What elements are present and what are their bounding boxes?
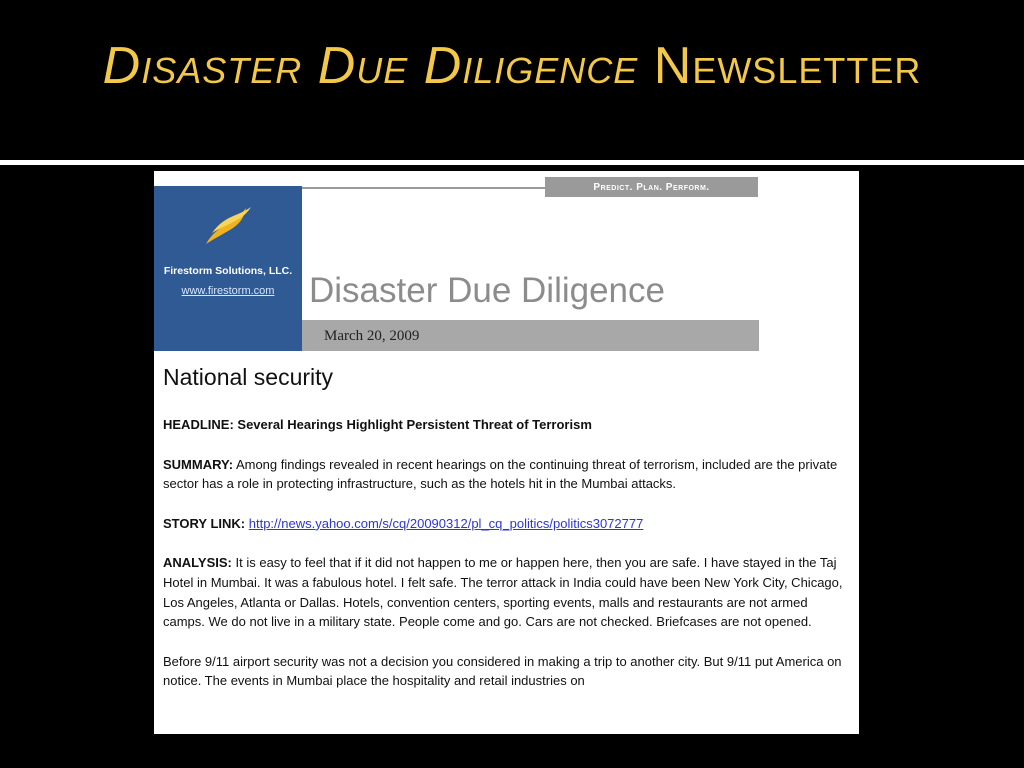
headline-label: HEADLINE: <box>163 417 234 432</box>
story-link[interactable]: http://news.yahoo.com/s/cq/20090312/pl_cq_politics/politics3072777 <box>248 515 644 531</box>
issue-date: March 20, 2009 <box>324 328 420 344</box>
closing-paragraph: Before 9/11 airport security was not a decision you considered in making a trip to another city. But 9/11 put America on notice. The events in Mumbai place the hospitality and retail industries on <box>163 653 842 689</box>
summary-text: Among findings revealed in recent hearings on the continuing threat of terrorism, included are the private sector has a role in protecting infrastructure, such as the hotels hit in the Mumbai attacks. <box>163 456 838 492</box>
headline-text: Several Hearings Highlight Persistent Threat of Terrorism <box>237 417 592 432</box>
company-website-link[interactable]: www.firestorm.com <box>181 285 275 297</box>
date-bar <box>302 320 759 351</box>
story-link-paragraph <box>163 514 847 534</box>
story-link-label: STORY LINK: <box>163 515 246 531</box>
analysis-text: It is easy to feel that if it did not happen to me or happen here, then you are safe. I have stayed in the Taj Hotel in Mumbai. It was a fabulous hotel. I felt safe. The terror attack in India could have been New York City, Chicago, Los Angeles, Atlanta or Dallas. Hotels, convention centers, sporting events, malls and restaurants are not armed camps. We do not live in a military state. People come and go. Cars are not checked. Briefcases are not opened. <box>163 555 843 630</box>
newsletter-document <box>154 171 859 734</box>
headline-paragraph <box>163 415 847 435</box>
analysis-label: ANALYSIS: <box>163 555 232 571</box>
slide-title <box>0 37 1024 95</box>
flame-icon <box>200 202 256 250</box>
summary-paragraph <box>163 455 847 494</box>
slide-title-main: Disaster Due Diligence <box>102 37 639 95</box>
company-logo-panel <box>154 186 302 351</box>
tagline-banner: Predict. Plan. Perform. <box>545 177 758 197</box>
newsletter-name: Disaster Due Diligence <box>309 271 665 310</box>
article-body <box>163 415 847 711</box>
analysis-paragraph <box>163 553 847 631</box>
summary-label: SUMMARY: <box>163 456 234 472</box>
section-heading: National security <box>163 364 334 390</box>
company-name: Firestorm Solutions, LLC. <box>163 265 293 277</box>
slide-title-suffix: Newsletter <box>653 37 922 95</box>
title-divider <box>0 160 1024 165</box>
